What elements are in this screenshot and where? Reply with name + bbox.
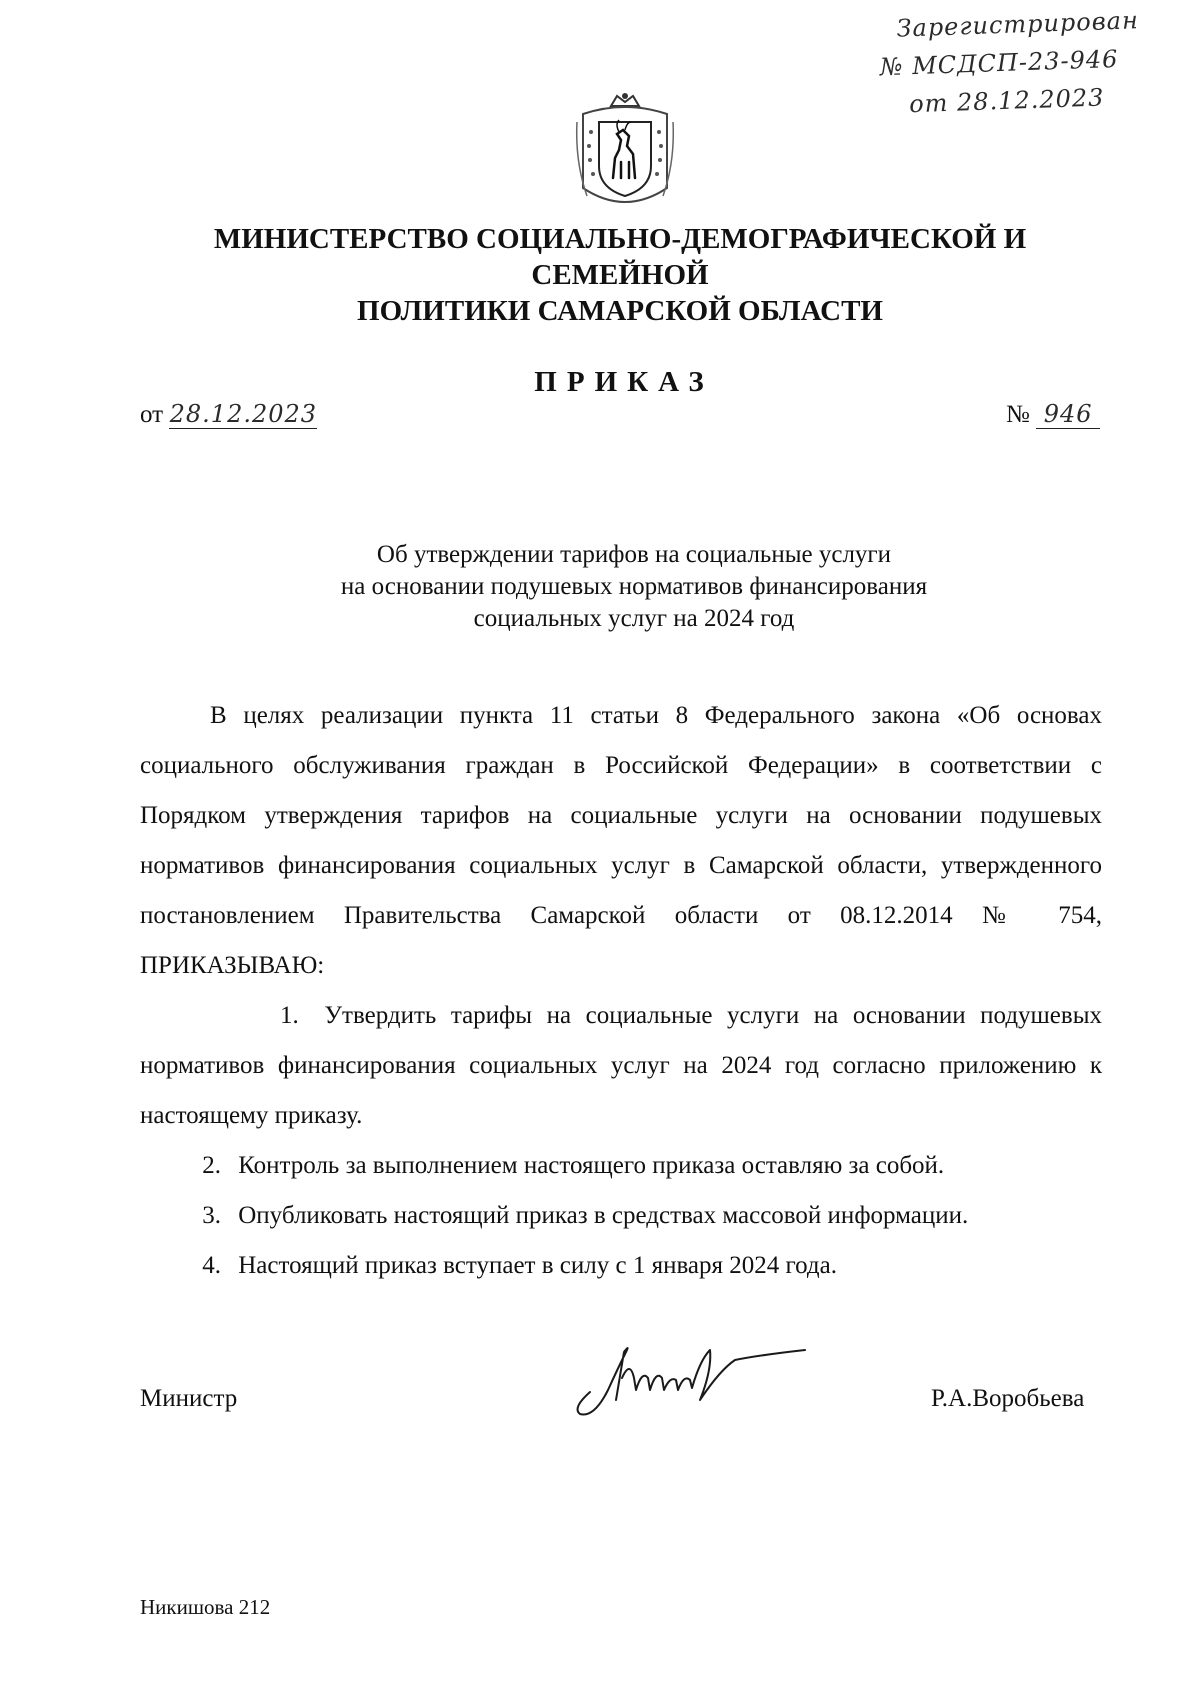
order-item-number: 4. [202, 1252, 221, 1279]
signatory-position: Министр [140, 1385, 238, 1412]
order-item-number: 3. [202, 1202, 221, 1229]
order-item-number: 2. [202, 1152, 221, 1179]
subject-line3: социальных услуг на 2024 год [473, 605, 795, 632]
registration-stamp-line1: Зарегистрирован [896, 6, 1140, 43]
subject-line1: Об утверждении тарифов на социальные услуги [376, 541, 892, 568]
order-item-text: Настоящий приказ вступает в силу с 1 января 2024 года. [238, 1252, 837, 1279]
signatory-name: Р.А.Воробьева [931, 1385, 1085, 1412]
order-item-3 [140, 1191, 1102, 1241]
ministry-name-line2: ПОЛИТИКИ САМАРСКОЙ ОБЛАСТИ [357, 295, 883, 327]
samara-coat-of-arms-icon [573, 92, 677, 216]
document-subject [200, 539, 1068, 635]
preamble-paragraph: В целях реализации пункта 11 статьи 8 Федерального закона «Об основах социального обслуживания граждан в Российской Федерации» в соответствии с Порядком утверждения тарифов на социальные услуги на основании подушевых нормативов финансирования социальных услуг в Самарской области, утвержденного постановлением Правительства Самарской области от 08.12.2014 № 754, ПРИКАЗЫВАЮ: [140, 702, 1102, 979]
order-item-number: 1. [280, 1002, 299, 1029]
order-item-text: Опубликовать настоящий приказ в средствах массовой информации. [238, 1202, 969, 1229]
number-label: № [1006, 401, 1030, 428]
order-item-4 [140, 1241, 1102, 1291]
registration-stamp-date: от 28.12.2023 [908, 83, 1105, 119]
order-item-2 [140, 1141, 1102, 1191]
executor-note: Никишова 212 [140, 1595, 271, 1619]
document-date [140, 400, 317, 429]
order-item-1 [140, 991, 1102, 1141]
document-type-title: ПРИКАЗ [534, 366, 714, 398]
date-label: от [140, 401, 164, 428]
document-body [140, 691, 1102, 1291]
registration-stamp [878, 5, 1182, 130]
document-number [1006, 400, 1100, 429]
handwritten-signature [560, 1330, 830, 1420]
registration-stamp-number: № МСДСП-23-946 [879, 44, 1119, 82]
subject-line2: на основании подушевых нормативов финансирования [340, 573, 928, 600]
number-value: 946 [1036, 400, 1100, 429]
order-item-text: Утвердить тарифы на социальные услуги на основании подушевых нормативов финансирования социальных услуг на 2024 год согласно приложению к настоящему приказу. [140, 1002, 1103, 1129]
ministry-header [140, 221, 1100, 329]
date-value: 28.12.2023 [169, 400, 318, 428]
order-item-text: Контроль за выполнением настоящего приказа оставляю за собой. [238, 1152, 945, 1179]
ministry-name-line1: МИНИСТЕРСТВО СОЦИАЛЬНО-ДЕМОГРАФИЧЕСКОЙ И СЕМЕЙНОЙ [213, 223, 1027, 291]
